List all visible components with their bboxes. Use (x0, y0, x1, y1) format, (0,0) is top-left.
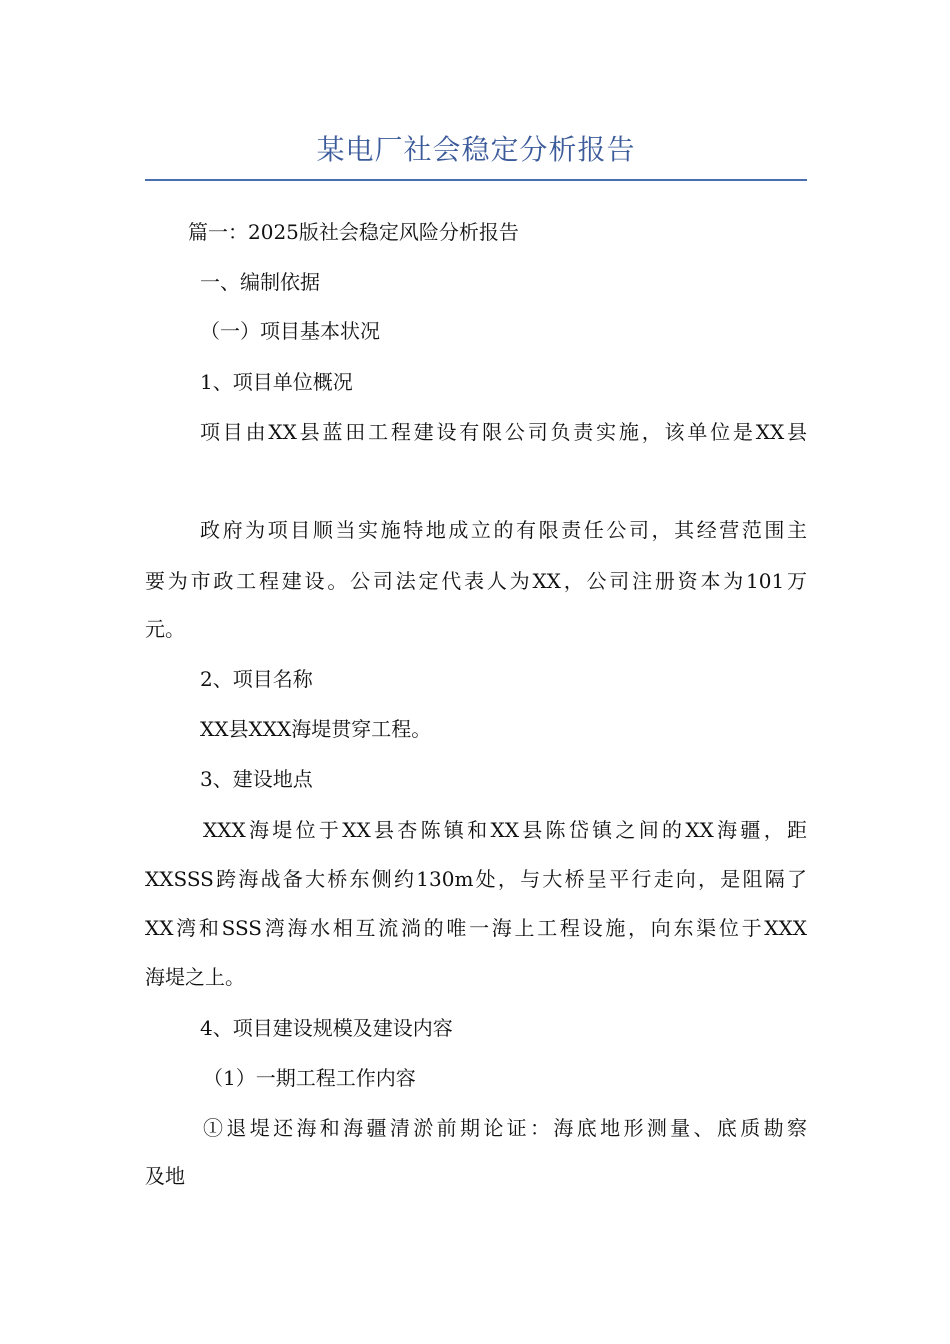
document-title: 某电厂社会稳定分析报告 (316, 133, 636, 166)
paragraph-line: XX县XXX海堤贯穿工程。 (200, 717, 432, 741)
paragraph-line: 政府为项目顺当实施特地成立的有限责任公司，其经营范围主 (200, 518, 807, 542)
item-heading: 3、建设地点 (200, 767, 313, 791)
title-divider (145, 179, 807, 181)
section-heading: 一、编制依据 (200, 270, 320, 294)
chapter-heading: 篇一：2025版社会稳定风险分析报告 (188, 220, 519, 244)
item-heading: 2、项目名称 (200, 667, 313, 691)
paragraph-line: 元。 (145, 617, 185, 641)
paragraph-line: 海堤之上。 (145, 965, 245, 989)
item-heading: 4、项目建设规模及建设内容 (200, 1016, 453, 1040)
paragraph-line: XXSSS跨海战备大桥东侧约130m处，与大桥呈平行走向，是阻隔了 (145, 867, 807, 891)
paragraph-line: XXX海堤位于XX县杏陈镇和XX县陈岱镇之间的XX海疆，距 (203, 818, 807, 842)
item-heading: 1、项目单位概况 (200, 370, 353, 394)
paragraph-line: XX湾和SSS湾海水相互流淌的唯一海上工程设施，向东渠位于XXX (145, 916, 807, 940)
paragraph-line: 及地 (145, 1164, 185, 1188)
paragraph-line: 项目由XX县蓝田工程建设有限公司负责实施，该单位是XX县 (200, 420, 807, 444)
subsection-heading: （一）项目基本状况 (200, 319, 380, 343)
subitem-heading: （1）一期工程工作内容 (203, 1066, 416, 1090)
paragraph-line: ①退堤还海和海疆清淤前期论证：海底地形测量、底质勘察 (203, 1116, 807, 1140)
paragraph-line: 要为市政工程建设。公司法定代表人为XX，公司注册资本为101万 (145, 569, 807, 593)
